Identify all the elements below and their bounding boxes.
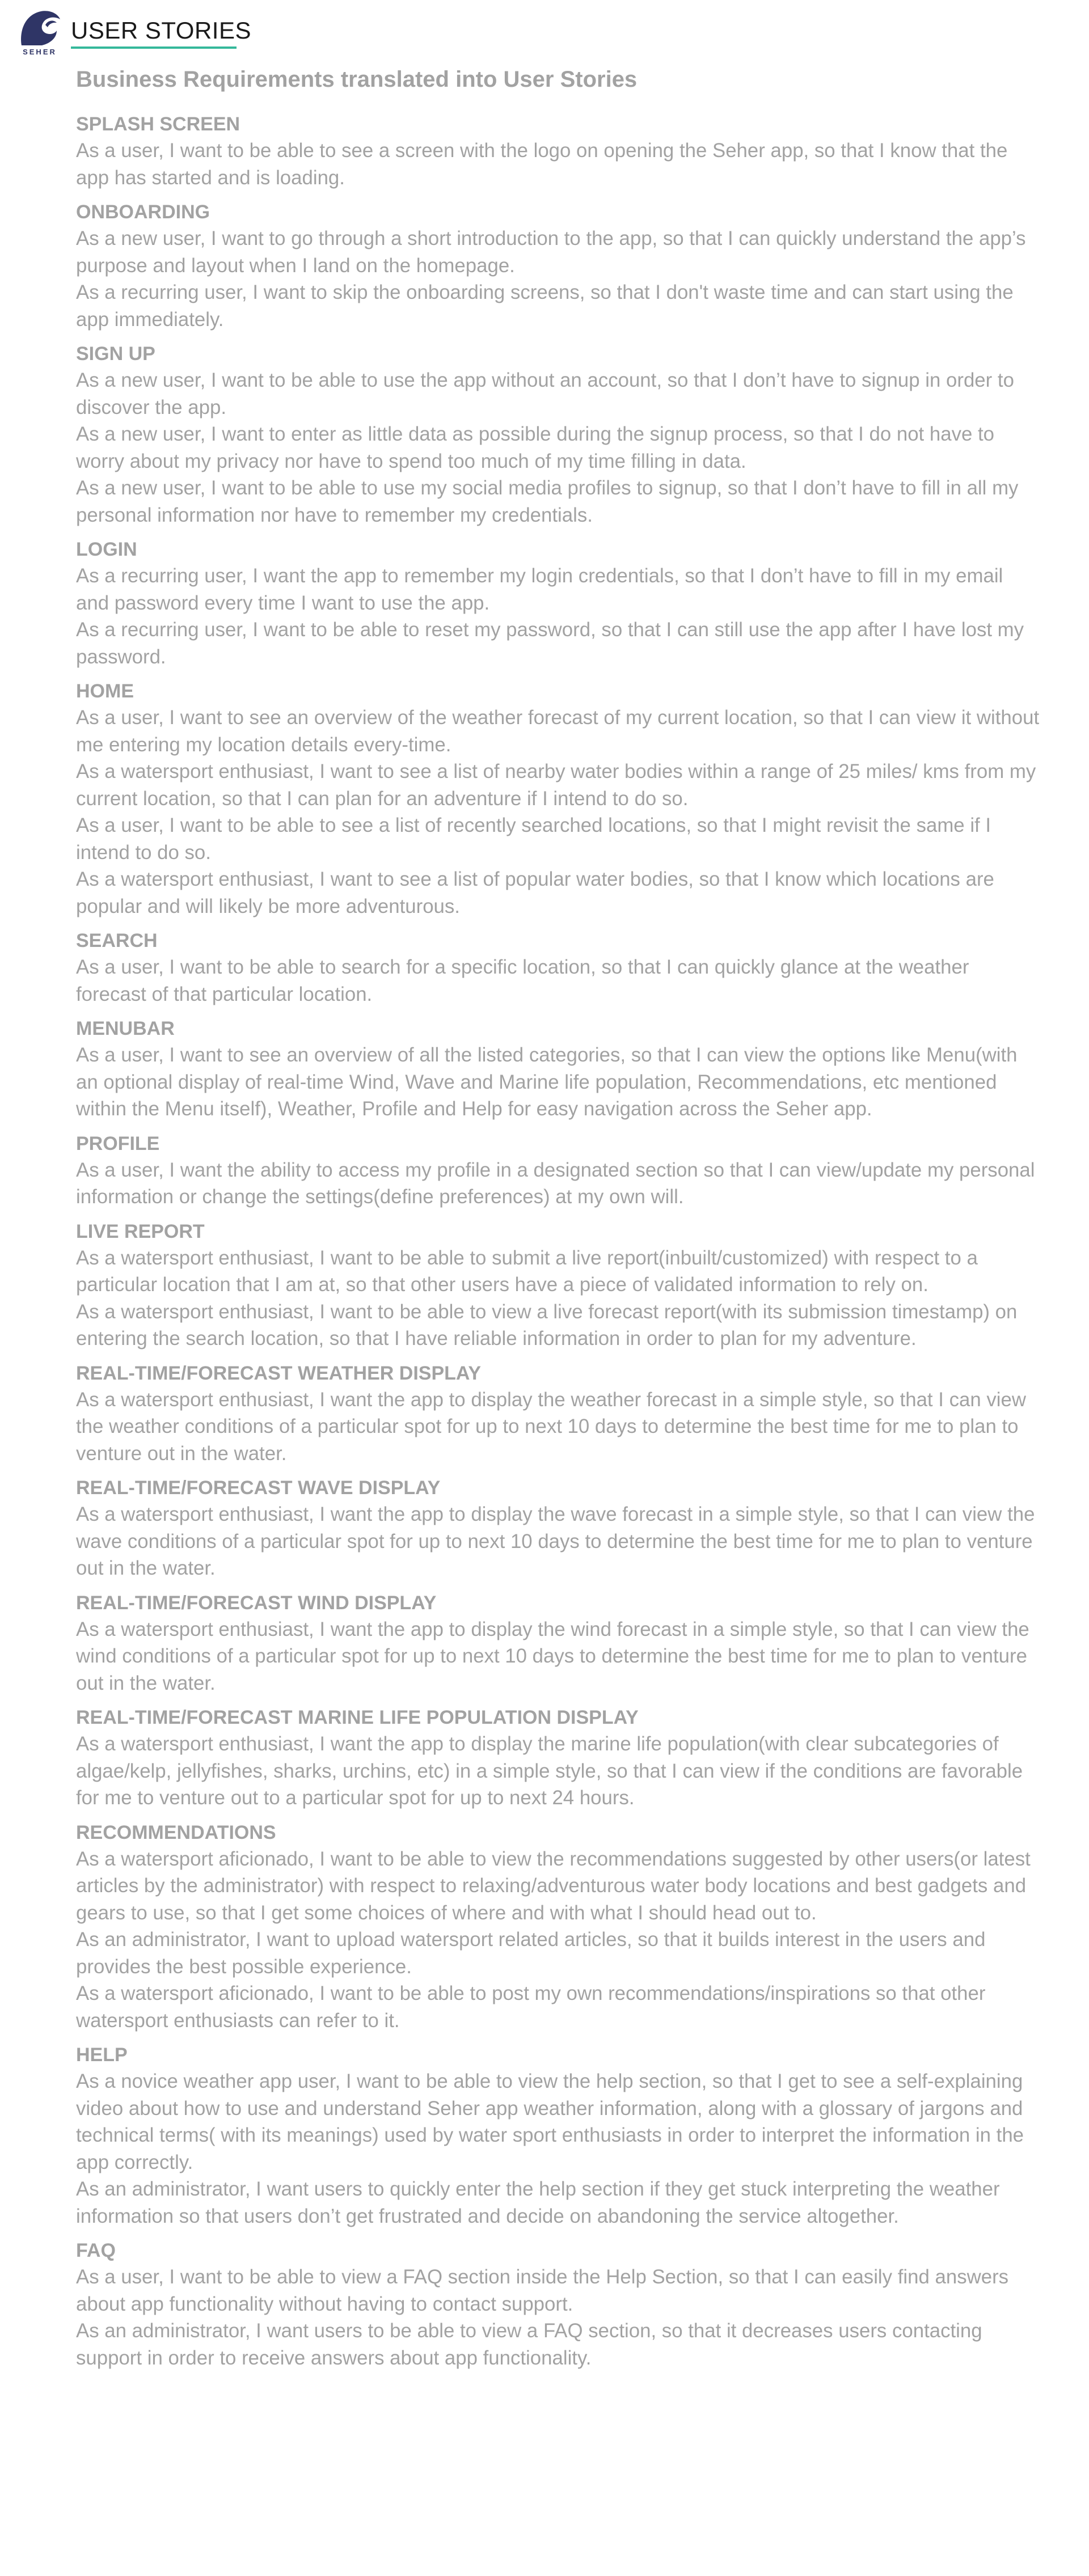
user-story: As a recurring user, I want the app to remember my login credentials, so that I don’t have to fill in my email and password every time I want to use the app. (76, 565, 1003, 614)
wave-logo-icon (17, 8, 62, 48)
section-title: REAL-TIME/FORECAST WAVE DISPLAY (76, 1477, 441, 1499)
user-story: As a novice weather app user, I want to be able to view the help section, so that I get to see a self-explaining video about how to use and understand Seher app weather information, along with a glossary of jargons and technical terms( with its meanings) used by water sport enthusiasts in order to interpret the information in the app correctly. (76, 2070, 1024, 2173)
page-subtitle: Business Requirements translated into User Stories (76, 67, 638, 92)
user-story: As a watersport enthusiast, I want the app to display the weather forecast in a simple style, so that I can view the weather conditions of a particular spot for up to next 10 days to determine the best time for me to plan to venture out in the water. (76, 1388, 1026, 1465)
section-title: HELP (76, 2044, 128, 2066)
section-title: LIVE REPORT (76, 1220, 205, 1242)
section-menubar (76, 1016, 1040, 1123)
section-live-report (76, 1219, 1040, 1352)
section-title: SIGN UP (76, 343, 155, 365)
title-underline (71, 46, 237, 49)
section-title: PROFILE (76, 1132, 160, 1154)
section-title: ONBOARDING (76, 201, 210, 223)
section-splash-screen (76, 111, 1040, 191)
user-story: As a watersport aficionado, I want to be able to post my own recommendations/inspirations so that other watersport enthusiasts can refer to it. (76, 1982, 986, 2032)
user-story: As a watersport aficionado, I want to be able to view the recommendations suggested by other users(or latest articles by the administrator) with respect to relaxing/adventurous water body locations and best gadgets and gears to use, so that I get some choices of where and with what I should head out to. (76, 1847, 1031, 1924)
user-story: As a watersport enthusiast, I want the app to display the wind forecast in a simple style, so that I can view the wind conditions of a particular spot for up to next 10 days to determine the best time for me to plan to venture out in the water. (76, 1618, 1029, 1694)
section-title: REAL-TIME/FORECAST WIND DISPLAY (76, 1592, 437, 1614)
section-title: FAQ (76, 2240, 116, 2261)
user-story: As a new user, I want to go through a short introduction to the app, so that I can quickly understand the app’s purpose and layout when I land on the homepage. (76, 227, 1026, 277)
section-search (76, 928, 1040, 1008)
section-sign-up (76, 341, 1040, 528)
user-story: As a watersport enthusiast, I want to be able to view a live forecast report(with its submission timestamp) on entering the search location, so that I have reliable information in order to plan for my adventure. (76, 1300, 1018, 1350)
user-story: As a user, I want the ability to access my profile in a designated section so that I can view/update my personal information or change the settings(define preferences) at my own will. (76, 1158, 1035, 1208)
section-title: REAL-TIME/FORECAST MARINE LIFE POPULATION DISPLAY (76, 1707, 639, 1728)
user-story: As a watersport enthusiast, I want to see a list of popular water bodies, so that I know which locations are popular and will likely be more adventurous. (76, 868, 994, 917)
sections-list (76, 111, 1040, 2371)
section-faq (76, 2237, 1040, 2371)
user-story: As a user, I want to see an overview of all the listed categories, so that I can view the options like Menu(with an optional display of real-time Wind, Wave and Marine life population, Recommendations, etc mentioned within the Menu itself), Weather, Profile and Help for easy navigation across the Seher app. (76, 1044, 1018, 1120)
user-story: As an administrator, I want users to be able to view a FAQ section, so that it decreases users contacting support in order to receive answers about app functionality. (76, 2320, 982, 2369)
document-body (76, 64, 1040, 2379)
logo-wordmark: SEHER (23, 48, 57, 56)
section-title: SEARCH (76, 930, 158, 951)
user-story: As a new user, I want to be able to use my social media profiles to signup, so that I don’t have to fill in all my personal information nor have to remember my credentials. (76, 477, 1019, 526)
user-story: As a watersport enthusiast, I want to be able to submit a live report(inbuilt/customized) with respect to a particular location that I am at, so that other users have a piece of validated information to rely on. (76, 1246, 978, 1296)
user-story: As a recurring user, I want to skip the onboarding screens, so that I don't waste time and can start using the app immediately. (76, 281, 1014, 331)
user-story: As a new user, I want to enter as little data as possible during the signup process, so that I do not have to worry about my privacy nor have to spend too much of my time filling in data. (76, 423, 995, 472)
section-real-time-forecast-wind-display (76, 1590, 1040, 1697)
section-title: SPLASH SCREEN (76, 113, 240, 135)
seher-logo (17, 8, 62, 59)
section-title: MENUBAR (76, 1018, 175, 1039)
section-title: HOME (76, 680, 134, 702)
user-story: As a user, I want to be able to search for a specific location, so that I can quickly glance at the weather forecast of that particular location. (76, 956, 969, 1005)
section-home (76, 678, 1040, 920)
user-story: As a watersport enthusiast, I want the app to display the wave forecast in a simple style, so that I can view the wave conditions of a particular spot for up to next 10 days to determine the best time for me to plan to venture out in the water. (76, 1503, 1035, 1579)
user-story: As a user, I want to be able to see a screen with the logo on opening the Seher app, so that I know that the app has started and is loading. (76, 139, 1008, 189)
user-story: As a user, I want to be able to view a FAQ section inside the Help Section, so that I can easily find answers about app functionality without having to contact support. (76, 2266, 1009, 2315)
section-onboarding (76, 199, 1040, 333)
section-title: RECOMMENDATIONS (76, 1821, 276, 1843)
section-real-time-forecast-wave-display (76, 1475, 1040, 1582)
page-title: USER STORIES (71, 17, 251, 44)
section-real-time-forecast-weather-display (76, 1360, 1040, 1467)
user-story: As a user, I want to see an overview of the weather forecast of my current location, so that I can view it without me entering my location details every-time. (76, 707, 1040, 756)
section-login (76, 536, 1040, 670)
user-story: As an administrator, I want to upload watersport related articles, so that it builds interest in the users and provides the best possible experience. (76, 1928, 986, 1978)
section-title: REAL-TIME/FORECAST WEATHER DISPLAY (76, 1362, 482, 1384)
user-story: As a user, I want to be able to see a list of recently searched locations, so that I might revisit the same if I intend to do so. (76, 814, 991, 864)
user-story: As a recurring user, I want to be able to reset my password, so that I can still use the app after I have lost my password. (76, 619, 1024, 668)
user-story: As a watersport enthusiast, I want the app to display the marine life population(with clear subcategories of algae/kelp, jellyfishes, sharks, urchins, etc) in a simple style, so that I can view if the conditions are favorable for me to venture out to a particular spot for up to next 24 hours. (76, 1733, 1023, 1809)
section-profile (76, 1131, 1040, 1211)
section-recommendations (76, 1820, 1040, 2034)
user-story: As a watersport enthusiast, I want to see a list of nearby water bodies within a range of 25 miles/ kms from my current location, so that I can plan for an adventure if I intend to do so. (76, 760, 1036, 810)
section-help (76, 2042, 1040, 2230)
user-story: As a new user, I want to be able to use the app without an account, so that I don’t have to signup in order to discover the app. (76, 369, 1014, 418)
section-real-time-forecast-marine-life-population-display (76, 1704, 1040, 1812)
section-title: LOGIN (76, 539, 137, 560)
user-story: As an administrator, I want users to quickly enter the help section if they get stuck interpreting the weather information so that users don’t get frustrated and decide on abandoning the service altogether. (76, 2178, 1000, 2227)
